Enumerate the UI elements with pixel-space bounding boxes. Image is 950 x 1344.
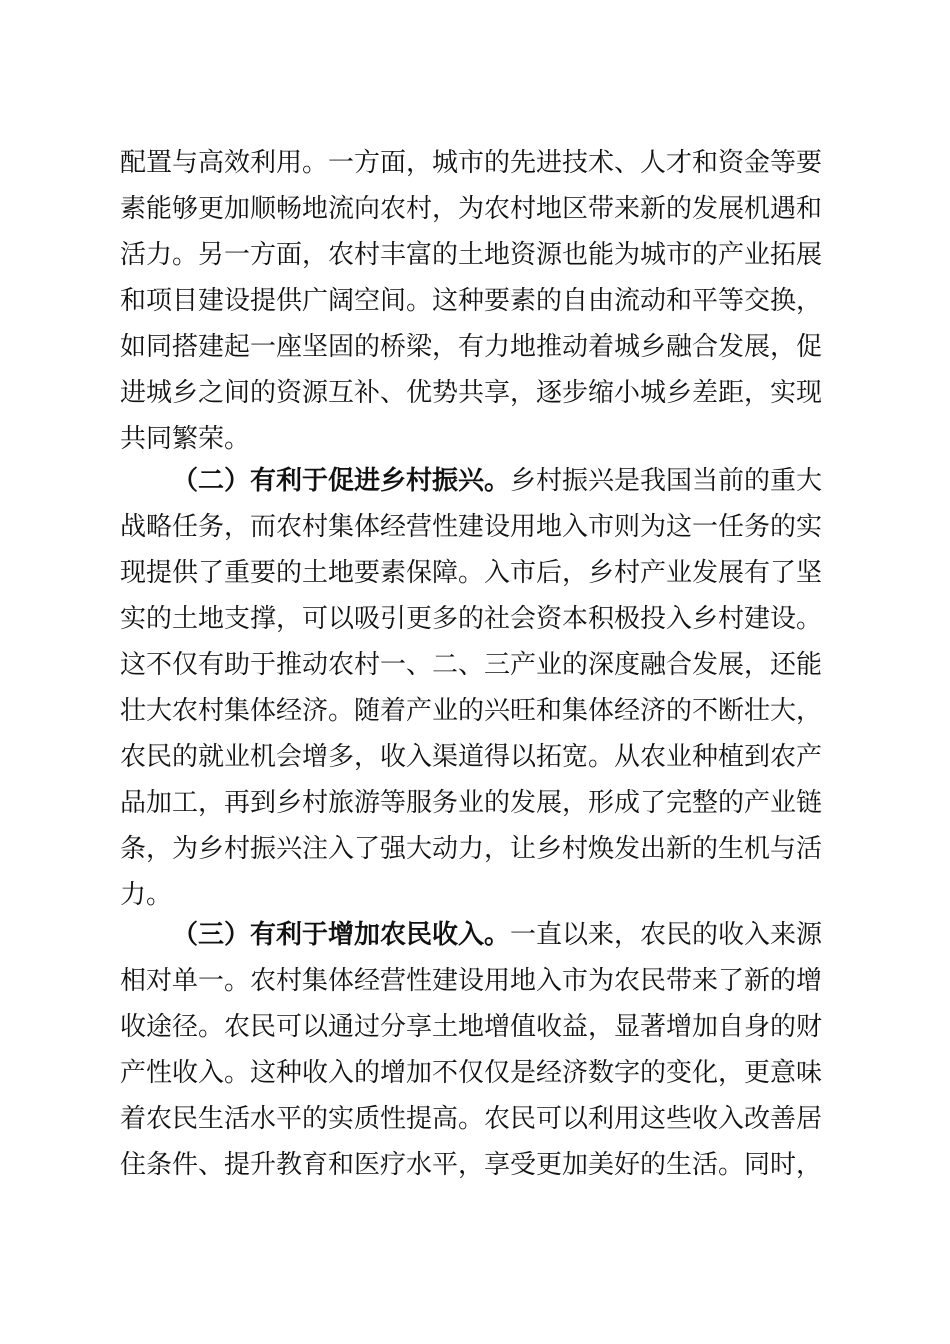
paragraph-line: 力。 [120,880,173,910]
paragraph-line: 现提供了重要的土地要素保障。入市后，乡村产业发展有了坚 [120,558,823,588]
paragraph-line: 共同繁荣。 [120,424,251,454]
paragraph-line: 进城乡之间的资源互补、优势共享，逐步缩小城乡差距，实现 [120,378,823,408]
paragraph-line: 素能够更加顺畅地流向农村，为农村地区带来新的发展机遇和 [120,194,823,224]
paragraph-line: 配置与高效利用。一方面，城市的先进技术、人才和资金等要 [120,148,823,178]
paragraph-line: 着农民生活水平的实质性提高。农民可以利用这些收入改善居 [120,1104,823,1134]
section-2-intro: 乡村振兴是我国当前的重大 [510,466,823,496]
paragraph-line: 品加工，再到乡村旅游等服务业的发展，形成了完整的产业链 [120,788,823,818]
paragraph-line: 收途径。农民可以通过分享土地增值收益，显著增加自身的财 [120,1012,823,1042]
paragraph-line: 条，为乡村振兴注入了强大动力，让乡村焕发出新的生机与活 [120,834,823,864]
paragraph-line: 实的土地支撑，可以吸引更多的社会资本积极投入乡村建设。 [120,604,823,634]
paragraph-line: 战略任务，而农村集体经营性建设用地入市则为这一任务的实 [120,512,823,542]
section-2-heading: （二）有利于促进乡村振兴。 [172,466,511,496]
paragraph-line: 相对单一。农村集体经营性建设用地入市为农民带来了新的增 [120,966,823,996]
paragraph-line: 和项目建设提供广阔空间。这种要素的自由流动和平等交换， [120,286,823,316]
paragraph-line: 壮大农村集体经济。随着产业的兴旺和集体经济的不断壮大， [120,696,823,726]
section-3-first-line [172,912,823,958]
paragraph-line: 这不仅有助于推动农村一、二、三产业的深度融合发展，还能 [120,650,823,680]
paragraph-line: 农民的就业机会增多，收入渠道得以拓宽。从农业种植到农产 [120,742,823,772]
section-3-intro: 一直以来，农民的收入来源 [510,920,823,950]
section-2-first-line [172,458,823,504]
paragraph-line: 住条件、提升教育和医疗水平，享受更加美好的生活。同时， [120,1150,823,1180]
paragraph-line: 活力。另一方面，农村丰富的土地资源也能为城市的产业拓展 [120,240,823,270]
paragraph-line: 如同搭建起一座坚固的桥梁，有力地推动着城乡融合发展，促 [120,332,823,362]
section-3-heading: （三）有利于增加农民收入。 [172,920,511,950]
paragraph-line: 产性收入。这种收入的增加不仅仅是经济数字的变化，更意味 [120,1058,823,1088]
